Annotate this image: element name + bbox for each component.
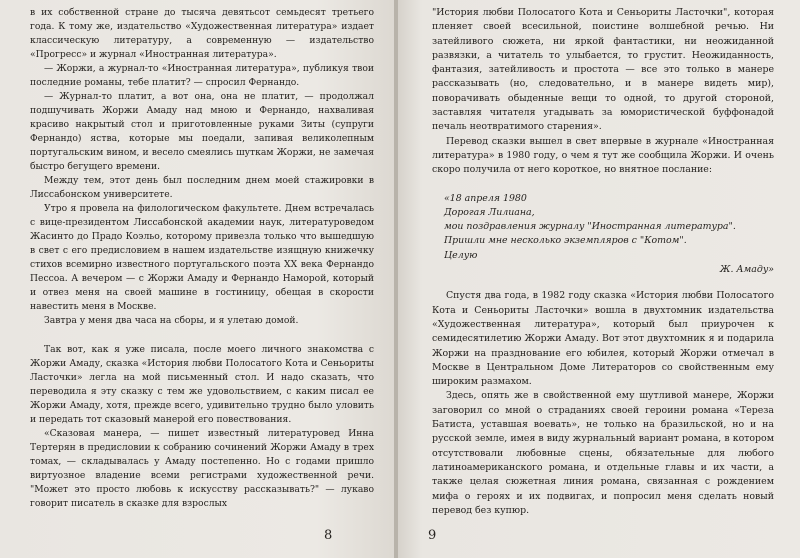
page-number: 8 [324,528,333,543]
left-page-text [30,6,374,511]
paragraph: Спустя два года, в 1982 году сказка «История любви Полосатого Кота и Сеньориты Ласточки» вошла в двухтомник издательства «Художественная литература», который был приурочен к семидесятилетию Жоржи Амаду. Вот этот двухтомник я и подарила Жоржи на празднование его юбилея, который Жоржи отмечал в Москве в Центральном Доме Литераторов со свойственным ему широким размахом. [432,290,774,388]
paragraph: Здесь, опять же в свойственной ему шутливой манере, Жоржи заговорил со мной о страданиях своей героини романа «Тереза Батиста, уставшая воевать», не только на бразильской, но и на русской земле, имея в виду журнальный вариант романа, в котором отсутствовали любовные сцены, обязательные для любого латиноамериканского романа, и отдельные главы и их части, а также целая сюжетная линия романа, связанная с рождением мифа о героях и их подвигах, и попросил меня сделать новый перевод без купюр. [432,390,774,516]
paragraph: Перевод сказки вышел в свет впервые в журнале «Иностранная литература» в 1980 году, о чем я тут же сообщила Жоржи. И очень скоро получила от него короткое, но внятное послание: [432,135,774,176]
letter-salutation: Дорогая Лилиана, [444,206,535,218]
right-page-text [432,6,774,518]
letter-closing: Целую [444,249,478,261]
paragraph: Так вот, как я уже писала, после моего личного знакомства с Жоржи Амаду, сказка «История любви Полосатого Кота и Сеньориты Ласточки» легла на мой письменный стол. И надо сказать, что переводила я эту сказку с тем же удовольствием, с каким писал ее Жоржи Амаду, хотя, прежде всего, удивительно трудно было уловить и передать тот сказовый манерой его повествования. [30,344,374,425]
paragraph: — Журнал-то платит, а вот она, она не платит, — продолжал подшучивать Жоржи Амаду над мною и Фернандо, нахваливая красиво накрытый стол и приготовленные руками Зиты (супруги Фернандо) яства, которые мы поедали, запивая великолепным португальским вином, и весело смеялись шуткам Жоржи, не замечая быстро бегущего времени. [30,91,374,172]
page-number: 9 [428,528,437,543]
right-page [398,0,800,558]
paragraph: в их собственной стране до тысяча девятьсот семьдесят третьего года. К тому же, издательство «Художественная литература» издает классическую литературу, а современную — издательство «Прогресс» и журнал «Иностранная литература». [30,7,374,60]
quoted-letter [444,192,774,278]
letter-signature: Ж. Амаду» [719,264,774,276]
paragraph: Между тем, этот день был последним днем моей стажировки в Лиссабонском университете. [30,175,374,200]
left-page [0,0,396,558]
paragraph: Завтра у меня два часа на сборы, и я улетаю домой. [44,315,299,326]
letter-body: мои поздравления журналу "Иностранная литература". Пришли мне несколько экземпляров с "Котом". [444,221,736,247]
paragraph: — Жоржи, а журнал-то «Иностранная литература», публикуя твои последние романы, тебе платит? — спросил Фернандо. [30,63,374,88]
section-break [30,328,374,343]
paragraph: Утро я провела на филологическом факультете. Днем встречалась с вице-президентом Лиссабонской академии наук, литературоведом Жасинто до Прадо Коэльо, которому привезла только что вышедшую в свет с его предисловием в нашем издательстве изящную книжечку стихов всемирно известного португальского поэта XX века Фернандо Пессоа. А вечером — с Жоржи Амаду и Фернандо Наморой, который и отвез меня на своей машине в гостиницу, обещая в скорости навестить меня в Москве. [30,203,374,312]
paragraph: «Сказовая манера, — пишет известный литературовед Инна Тертерян в предисловии к собранию сочинений Жоржи Амаду в трех томах, — складывалась у Амаду постепенно. Но с годами пришло виртуозное владение всеми регистрами художественной речи. "Может это просто любовь к искусству рассказывать?" — лукаво говорит писатель в сказке для взрослых [30,428,374,509]
letter-date: «18 апреля 1980 [444,192,527,204]
paragraph: "История любви Полосатого Кота и Сеньориты Ласточки", которая пленяет своей всесильной, поистине волшебной речью. Ни затейливого сюжета, ни яркой фантастики, ни неожиданной развязки, а читатель то улыбается, то грустит. Неожиданность, фантазия, затейливость и простота — все это только в манере рассказывать (но, следовательно, и в манере видеть мир), поворачивать обыденные вещи то одной, то другой стороной, заставляя читателя угадывать за юмористической буффонадой печаль неотвратимого старения». [432,7,774,133]
